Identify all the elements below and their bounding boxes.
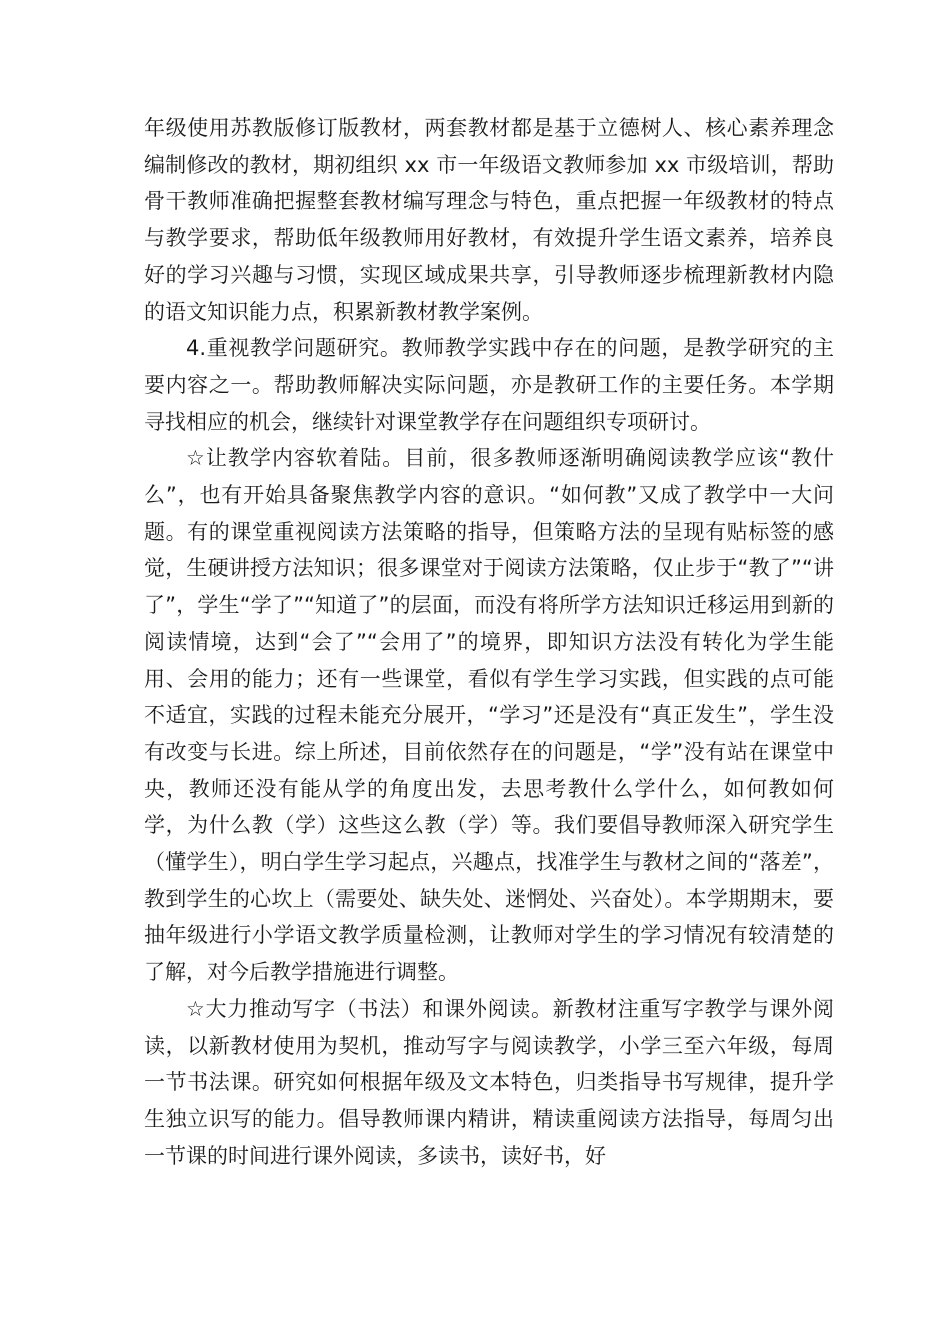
document-body <box>144 110 834 1174</box>
paragraph-writing-and-reading: ☆大力推动写字（书法）和课外阅读。新教材注重写字教学与课外阅读，以新教材使用为契机，推动写字与阅读教学，小学三至六年级，每周一节书法课。研究如何根据年级及文本特色，归类指导书写规律，提升学生独立识写的能力。倡导教师课内精讲，精读重阅读方法指导，每周匀出一节课的时间进行课外阅读，多读书，读好书，好 <box>144 996 834 1168</box>
paragraph-teaching-problem-research: 4.重视教学问题研究。教师教学实践中存在的问题，是教学研究的主要内容之一。帮助教师解决实际问题，亦是教研工作的主要任务。本学期寻找相应的机会，继续针对课堂教学存在问题组织专项研讨。 <box>144 336 834 434</box>
paragraph-continued-materials: 年级使用苏教版修订版教材，两套教材都是基于立德树人、核心素养理念编制修改的教材，期初组织 xx 市一年级语文教师参加 xx 市级培训，帮助骨干教师准确把握整套教材编写理念与特色，重点把握一年级教材的特点与教学要求，帮助低年级教师用好教材，有效提升学生语文素养，培养良好的学习兴趣与习惯，实现区域成果共享，引导教师逐步梳理新教材内隐的语文知识能力点，积累新教材教学案例。 <box>144 116 834 324</box>
paragraph-teaching-content-landing: ☆让教学内容软着陆。目前，很多教师逐渐明确阅读教学应该“教什么”，也有开始具备聚焦教学内容的意识。“如何教”又成了教学中一大问题。有的课堂重视阅读方法策略的指导，但策略方法的呈现有贴标签的感觉，生硬讲授方法知识；很多课堂对于阅读方法策略，仅止步于“教了”“讲了”，学生“学了”“知道了”的层面，而没有将所学方法知识迁移运用到新的阅读情境，达到“会了”“会用了”的境界，即知识方法没有转化为学生能用、会用的能力；还有一些课堂，看似有学生学习实践，但实践的点可能不适宜，实践的过程未能充分展开，“学习”还是没有“真正发生”，学生没有改变与长进。综上所述，目前依然存在的问题是，“学”没有站在课堂中央，教师还没有能从学的角度出发，去思考教什么学什么，如何教如何学，为什么教（学）这些这么教（学）等。我们要倡导教师深入研究学生（懂学生），明白学生学习起点，兴趣点，找准学生与教材之间的“落差”，教到学生的心坎上（需要处、缺失处、迷惘处、兴奋处）。本学期期末，要抽年级进行小学语文教学质量检测，让教师对学生的学习情况有较清楚的了解，对今后教学措施进行调整。 <box>144 446 834 985</box>
